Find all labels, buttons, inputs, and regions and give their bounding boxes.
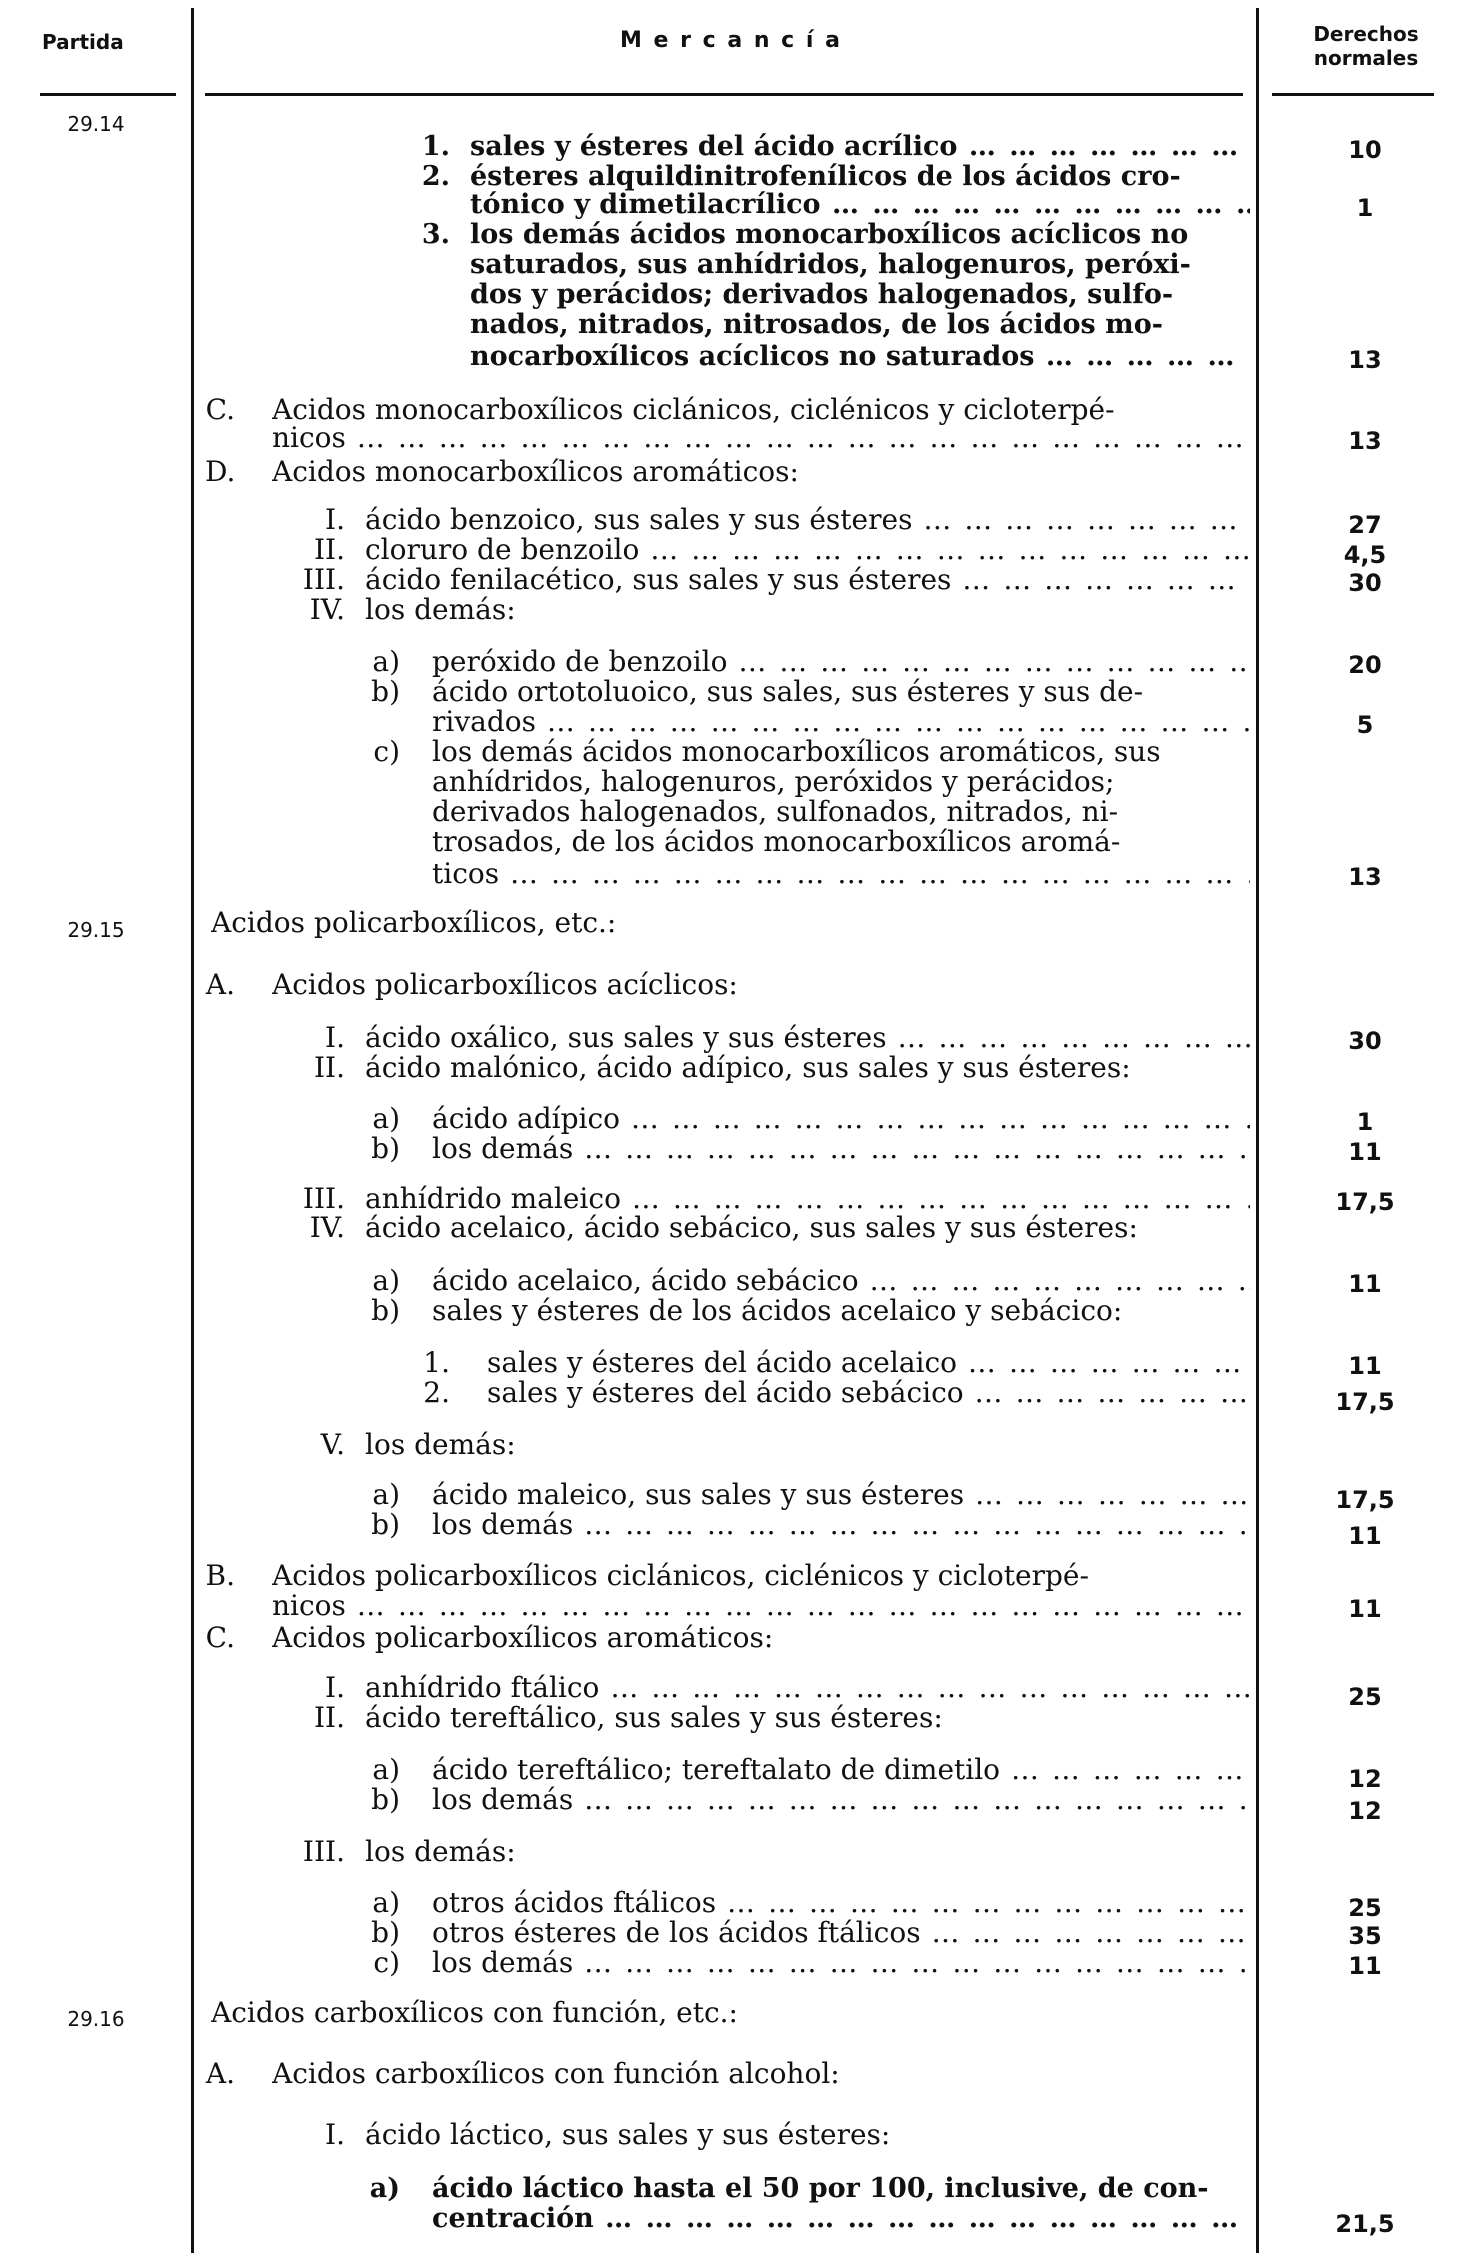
- duty-rate: 11: [1348, 1138, 1382, 1166]
- duty-rate: 25: [1348, 1894, 1382, 1922]
- row-description: nicos … … … … … … … … … … … … … … … … … … … … … … … … … … … … … … … … … … … … … …: [272, 1589, 1250, 1622]
- table-row: [205, 308, 1250, 341]
- table-row: [205, 1346, 1250, 1379]
- row-label: II.: [313, 533, 345, 566]
- row-description: nados, nitrados, nitrosados, de los ácidos mo-: [470, 309, 1163, 340]
- row-label: C.: [205, 393, 235, 426]
- table-row: [205, 1294, 1250, 1327]
- row-description: sales y ésteres del ácido acrílico … … … … … … … … … … … … … … … … … … … … … … … … … … … … … … … … … … … … … …: [470, 130, 1250, 163]
- row-label: 2.: [423, 1376, 450, 1409]
- row-description: los demás … … … … … … … … … … … … … … … … … … … … … … … … … … … … … … … … … … … … … …: [432, 1132, 1250, 1165]
- row-description: ácido malónico, ácido adípico, sus sales y sus ésteres:: [365, 1051, 1131, 1084]
- row-description: ácido tereftálico, sus sales y sus ésteres:: [365, 1701, 943, 1734]
- table-row: [205, 1916, 1250, 1949]
- left-column-rule: [191, 8, 194, 2253]
- row-description: ácido fenilacético, sus sales y sus ésteres … … … … … … … … … … … … … … … … … … … … … … … … … … … … … … … … … … … … … …: [365, 563, 1250, 596]
- row-description: ácido acelaico, ácido sebácico … … … … … … … … … … … … … … … … … … … … … … … … … … … … … … … … … … … … … …: [432, 1264, 1250, 1297]
- derechos-header-line2: normales: [1313, 46, 1419, 70]
- table-row: [205, 795, 1250, 828]
- row-label: C.: [205, 1621, 235, 1654]
- table-row: [205, 825, 1250, 858]
- duty-rate: 1: [1356, 194, 1374, 222]
- duty-rate: 17,5: [1335, 1486, 1395, 1514]
- table-row: [205, 2057, 1250, 2090]
- row-description: Acidos policarboxílicos aromáticos:: [272, 1621, 774, 1654]
- row-label: a): [372, 1264, 400, 1297]
- duty-rate: 4,5: [1343, 541, 1387, 569]
- table-row: [205, 1783, 1250, 1816]
- row-label: 3.: [421, 219, 450, 250]
- row-description: otros ésteres de los ácidos ftálicos … … … … … … … … … … … … … … … … … … … … … … … … … … … … … … … … … … … … … …: [432, 1916, 1250, 1949]
- duty-rate: 11: [1348, 1595, 1382, 1623]
- row-description: saturados, sus anhídridos, halogenuros, peróxi-: [470, 249, 1191, 280]
- row-description: ácido ortotoluoico, sus sales, sus ésteres y sus de-: [432, 675, 1144, 708]
- table-row: [205, 675, 1250, 708]
- row-description: los demás ácidos monocarboxílicos acíclicos no: [470, 219, 1189, 250]
- table-row: [205, 735, 1250, 768]
- row-description: ácido láctico, sus sales y sus ésteres:: [365, 2118, 891, 2151]
- right-column-rule: [1256, 8, 1259, 2253]
- row-description: Acidos monocarboxílicos aromáticos:: [272, 455, 799, 488]
- table-row: [205, 1701, 1250, 1734]
- row-label: I.: [325, 2118, 345, 2151]
- row-label: 1.: [421, 131, 450, 162]
- table-row: [205, 1428, 1250, 1461]
- row-label: 2.: [421, 161, 450, 192]
- row-description: sales y ésteres del ácido acelaico … … … … … … … … … … … … … … … … … … … … … … … … … … … … … … … … … … … … … …: [487, 1346, 1250, 1379]
- row-description: los demás:: [365, 1428, 516, 1461]
- table-row: [205, 1835, 1250, 1868]
- table-row: [205, 765, 1250, 798]
- row-description: Acidos monocarboxílicos ciclánicos, ciclénicos y cicloterpé-: [272, 393, 1115, 426]
- table-row: [205, 1021, 1250, 1054]
- row-label: b): [371, 1916, 400, 1949]
- table-row: [205, 1559, 1250, 1592]
- row-description: trosados, de los ácidos monocarboxílicos aromá-: [432, 825, 1121, 858]
- table-row: [205, 130, 1250, 163]
- table-row: [205, 1753, 1250, 1786]
- row-label: II.: [313, 1701, 345, 1734]
- row-label: A.: [205, 968, 235, 1001]
- row-label: III.: [302, 563, 345, 596]
- table-row: [205, 906, 1250, 939]
- duty-rate: 30: [1348, 569, 1382, 597]
- table-row: [205, 968, 1250, 1001]
- partida-header-rule: [40, 93, 176, 96]
- row-label: I.: [325, 1021, 345, 1054]
- duty-rate: 13: [1348, 346, 1382, 374]
- row-description: sales y ésteres del ácido sebácico … … … … … … … … … … … … … … … … … … … … … … … … … … … … … … … … … … … … … …: [487, 1376, 1250, 1409]
- duty-rate: 13: [1348, 863, 1382, 891]
- row-label: I.: [325, 1671, 345, 1704]
- row-description: anhídrido ftálico … … … … … … … … … … … … … … … … … … … … … … … … … … … … … … … … … … … … … …: [365, 1671, 1250, 1704]
- duty-rate: 11: [1348, 1352, 1382, 1380]
- row-label: b): [371, 1783, 400, 1816]
- row-description: los demás:: [365, 593, 516, 626]
- row-description: los demás … … … … … … … … … … … … … … … … … … … … … … … … … … … … … … … … … … … … … …: [432, 1508, 1250, 1541]
- row-description: ácido benzoico, sus sales y sus ésteres … … … … … … … … … … … … … … … … … … … … … … … … … … … … … … … … … … … … … …: [365, 503, 1250, 536]
- row-description: rivados … … … … … … … … … … … … … … … … … … … … … … … … … … … … … … … … … … … … … …: [432, 705, 1250, 738]
- row-description: ácido maleico, sus sales y sus ésteres … … … … … … … … … … … … … … … … … … … … … … … … … … … … … … … … … … … … … …: [432, 1478, 1250, 1511]
- table-row: [205, 248, 1250, 281]
- row-label: b): [371, 1508, 400, 1541]
- row-description: ácido tereftálico; tereftalato de dimetilo … … … … … … … … … … … … … … … … … … … … … … … … … … … … … … … … … … … … … …: [432, 1753, 1250, 1786]
- row-label: a): [372, 1478, 400, 1511]
- row-label: c): [373, 1946, 400, 1979]
- table-row: [205, 1376, 1250, 1409]
- duty-rate: 35: [1348, 1922, 1382, 1950]
- duty-rate: 5: [1356, 711, 1374, 739]
- row-description: ácido acelaico, ácido sebácico, sus sales y sus ésteres:: [365, 1211, 1138, 1244]
- row-label: V.: [320, 1428, 345, 1461]
- table-row: [205, 218, 1250, 251]
- partida-column-header: Partida: [42, 30, 124, 54]
- row-description: los demás ácidos monocarboxílicos aromáticos, sus: [432, 735, 1161, 768]
- row-label: D.: [205, 455, 236, 488]
- row-label: b): [371, 1132, 400, 1165]
- row-description: ácido láctico hasta el 50 por 100, inclusive, de con-: [432, 2173, 1209, 2204]
- duty-rate: 25: [1348, 1683, 1382, 1711]
- row-description: los demás:: [365, 1835, 516, 1868]
- partida-number: 29.16: [67, 2007, 125, 2031]
- row-label: a): [369, 2173, 400, 2204]
- table-row: [205, 1946, 1250, 1979]
- table-row: [205, 2172, 1250, 2205]
- row-description: cloruro de benzoilo … … … … … … … … … … … … … … … … … … … … … … … … … … … … … … … … … … … … … …: [365, 533, 1250, 566]
- table-row: [205, 1996, 1250, 2029]
- row-description: nocarboxílicos acíclicos no saturados … … … … … … … … … … … … … … … … … … … … … … … … … … … … … … … … … … … … … …: [470, 340, 1250, 373]
- partida-number: 29.14: [67, 112, 125, 136]
- row-description: ticos … … … … … … … … … … … … … … … … … … … … … … … … … … … … … … … … … … … … … …: [432, 857, 1250, 890]
- row-label: a): [372, 645, 400, 678]
- row-description: Acidos carboxílicos con función, etc.:: [211, 1996, 738, 2029]
- row-description: dos y perácidos; derivados halogenados, sulfo-: [470, 279, 1174, 310]
- duty-rate: 1: [1356, 1108, 1374, 1136]
- derechos-header-rule: [1272, 93, 1434, 96]
- row-description: Acidos policarboxílicos, etc.:: [211, 906, 617, 939]
- table-row: [205, 503, 1250, 536]
- row-description: centración … … … … … … … … … … … … … … … … … … … … … … … … … … … … … … … … … … … … … …: [432, 2202, 1250, 2235]
- table-row: [205, 2118, 1250, 2151]
- row-label: I.: [325, 503, 345, 536]
- row-label: IV.: [309, 1211, 345, 1244]
- row-label: 1.: [423, 1346, 450, 1379]
- table-row: [205, 1621, 1250, 1654]
- row-description: derivados halogenados, sulfonados, nitrados, ni-: [432, 795, 1119, 828]
- row-description: ácido adípico … … … … … … … … … … … … … … … … … … … … … … … … … … … … … … … … … … … … … …: [432, 1102, 1250, 1135]
- duty-rate: 11: [1348, 1270, 1382, 1298]
- table-row: [205, 2202, 1250, 2235]
- duty-rate: 10: [1348, 136, 1382, 164]
- row-label: II.: [313, 1051, 345, 1084]
- row-description: otros ácidos ftálicos … … … … … … … … … … … … … … … … … … … … … … … … … … … … … … … … … … … … … …: [432, 1886, 1250, 1919]
- table-row: [205, 1478, 1250, 1511]
- table-row: [205, 278, 1250, 311]
- partida-number: 29.15: [67, 918, 125, 942]
- row-description: Acidos carboxílicos con función alcohol:: [272, 2057, 840, 2090]
- table-row: [205, 188, 1250, 221]
- row-description: Acidos policarboxílicos acíclicos:: [272, 968, 738, 1001]
- row-label: a): [372, 1102, 400, 1135]
- table-row: [205, 1264, 1250, 1297]
- row-description: los demás … … … … … … … … … … … … … … … … … … … … … … … … … … … … … … … … … … … … … …: [432, 1783, 1250, 1816]
- table-row: [205, 1102, 1250, 1135]
- row-description: peróxido de benzoilo … … … … … … … … … … … … … … … … … … … … … … … … … … … … … … … … … … … … … …: [432, 645, 1250, 678]
- table-row: [205, 593, 1250, 626]
- duty-rate: 20: [1348, 651, 1382, 679]
- table-row: [205, 340, 1250, 373]
- row-description: anhídrido maleico … … … … … … … … … … … … … … … … … … … … … … … … … … … … … … … … … … … … … …: [365, 1182, 1250, 1215]
- table-row: [205, 1508, 1250, 1541]
- duty-rate: 11: [1348, 1522, 1382, 1550]
- table-row: [205, 1589, 1250, 1622]
- table-row: [205, 1886, 1250, 1919]
- derechos-header-line1: Derechos: [1313, 22, 1419, 46]
- mercancia-column-header: M e r c a n c í a: [620, 28, 842, 53]
- row-description: ésteres alquildinitrofenílicos de los ácidos cro-: [470, 161, 1181, 192]
- row-label: b): [371, 1294, 400, 1327]
- duty-rate: 13: [1348, 427, 1382, 455]
- row-label: b): [371, 675, 400, 708]
- row-label: a): [372, 1753, 400, 1786]
- duty-rate: 21,5: [1335, 2210, 1395, 2238]
- table-row: [205, 857, 1250, 890]
- table-row: [205, 1671, 1250, 1704]
- duty-rate: 30: [1348, 1027, 1382, 1055]
- duty-rate: 12: [1348, 1797, 1382, 1825]
- row-description: los demás … … … … … … … … … … … … … … … … … … … … … … … … … … … … … … … … … … … … … …: [432, 1946, 1250, 1979]
- table-row: [205, 421, 1250, 454]
- duty-rate: 17,5: [1335, 1388, 1395, 1416]
- row-description: Acidos policarboxílicos ciclánicos, ciclénicos y cicloterpé-: [272, 1559, 1089, 1592]
- row-label: c): [373, 735, 400, 768]
- row-description: ácido oxálico, sus sales y sus ésteres … … … … … … … … … … … … … … … … … … … … … … … … … … … … … … … … … … … … … …: [365, 1021, 1250, 1054]
- table-row: [205, 705, 1250, 738]
- duty-rate: 17,5: [1335, 1188, 1395, 1216]
- row-label: IV.: [309, 593, 345, 626]
- table-row: [205, 1051, 1250, 1084]
- row-label: a): [372, 1886, 400, 1919]
- derechos-column-header: [1302, 22, 1430, 70]
- duty-rate: 12: [1348, 1765, 1382, 1793]
- row-label: III.: [302, 1182, 345, 1215]
- duty-rate: 11: [1348, 1952, 1382, 1980]
- row-label: B.: [205, 1559, 235, 1592]
- table-row: [205, 645, 1250, 678]
- mercancia-header-rule: [205, 93, 1243, 96]
- table-row: [205, 1132, 1250, 1165]
- duty-rate: 27: [1348, 511, 1382, 539]
- row-description: nicos … … … … … … … … … … … … … … … … … … … … … … … … … … … … … … … … … … … … … …: [272, 421, 1250, 454]
- table-row: [205, 563, 1250, 596]
- table-row: [205, 1211, 1250, 1244]
- row-description: sales y ésteres de los ácidos acelaico y sebácico:: [432, 1294, 1123, 1327]
- row-label: III.: [302, 1835, 345, 1868]
- row-label: A.: [205, 2057, 235, 2090]
- table-row: [205, 455, 1250, 488]
- row-description: anhídridos, halogenuros, peróxidos y perácidos;: [432, 765, 1115, 798]
- table-row: [205, 533, 1250, 566]
- row-description: tónico y dimetilacrílico … … … … … … … … … … … … … … … … … … … … … … … … … … … … … … … … … … … … … …: [470, 188, 1250, 221]
